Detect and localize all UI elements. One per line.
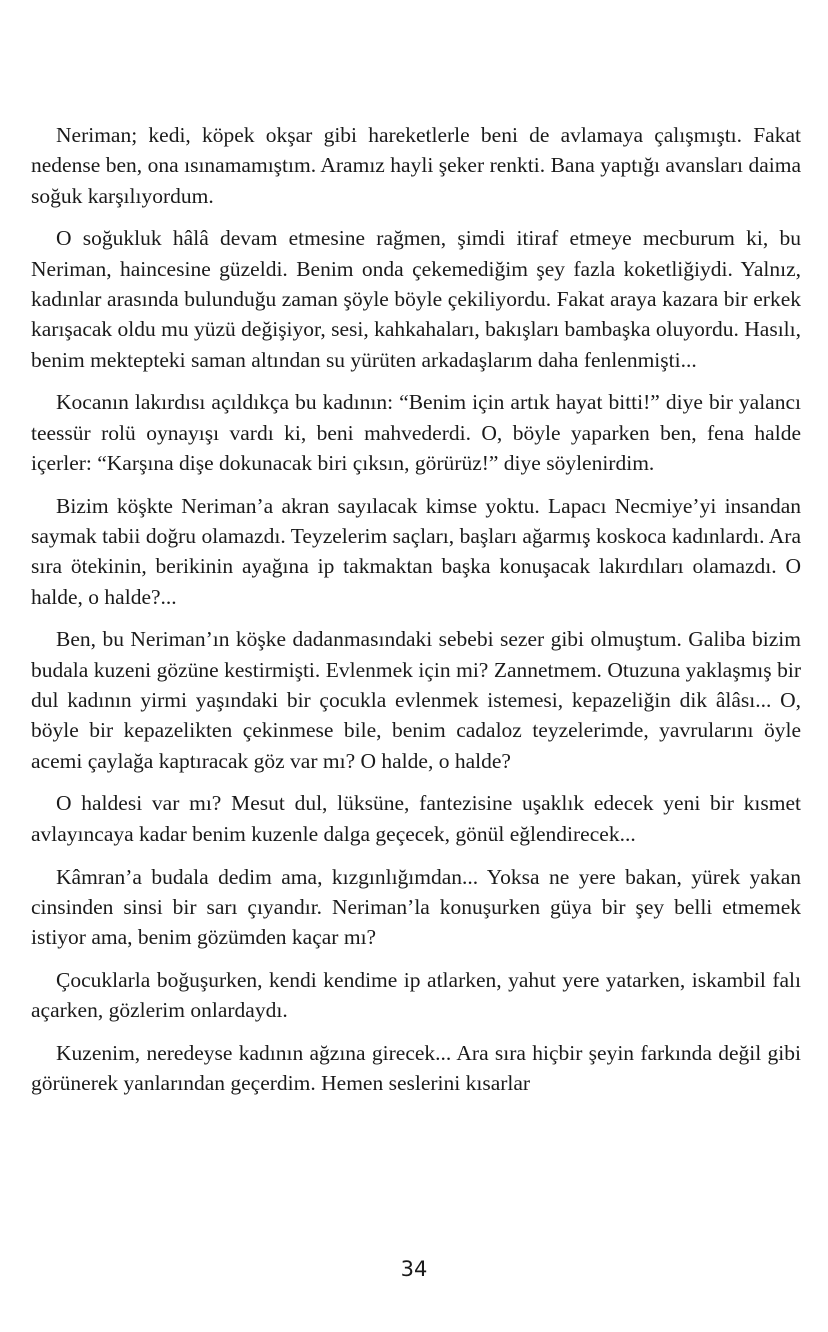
paragraph-4: Bizim köşkte Neriman’a akran sayılacak kimse yoktu. Lapacı Necmiye’yi insandan saymak tabii doğru olamazdı. Teyzelerim saçları, başları ağarmış koskoca kadınlardı. Ara sıra ötekinin, berikinin ayağına ip takmaktan başka konuşacak lakırdıları olamazdı. O halde, o halde?... <box>31 493 801 609</box>
paragraph-6: O haldesi var mı? Mesut dul, lüksüne, fantezisine uşaklık edecek yeni bir kısmet avlayıncaya kadar benim kuzenle dalga geçecek, gönül eğlendirecek... <box>31 791 801 846</box>
paragraph-5: Ben, bu Neriman’ın köşke dadanmasındaki sebebi sezer gibi olmuştum. Galiba bizim budala kuzeni gözüne kestirmişti. Evlenmek için mi? Zannetmem. Otuzuna yaklaşmış bir dul kadının yirmi yaşındaki bir çocukla evlenmek istemesi, kepazeliğin dik âlâsı... O, böyle bir kepazelikten çekinmese bile, benim cadaloz teyzelerimde, yavrularını öyle acemi çaylağa kaptıracak göz var mı? O halde, o halde? <box>31 627 801 773</box>
page-number: 34 <box>400 1257 428 1281</box>
paragraph-2: O soğukluk hâlâ devam etmesine rağmen, şimdi itiraf etmeye mecburum ki, bu Neriman, haincesine güzeldi. Benim onda çekemediğim şey fazla koketliğiydi. Yalnız, kadınlar arasında bulunduğu zaman şöyle böyle çekiliyordu. Fakat araya kazara bir erkek karışacak oldu mu yüzü değişiyor, sesi, kahkahaları, bakışları bambaşka oluyordu. Hasılı, benim mektepteki saman altından su yürüten arkadaşlarım daha fenlenmişti... <box>31 226 801 372</box>
paragraph-3: Kocanın lakırdısı açıldıkça bu kadının: “Benim için artık hayat bitti!” diye bir yalancı teessür rolü oynayışı vardı ki, beni mahvederdi. O, böyle yaparken ben, fena halde içerler: “Karşına dişe dokunacak biri çıksın, görürüz!” diye söylenirdim. <box>31 390 801 475</box>
body-text <box>31 120 801 1111</box>
paragraph-9: Kuzenim, neredeyse kadının ağzına girecek... Ara sıra hiçbir şeyin farkında değil gibi görünerek yanlarından geçerdim. Hemen seslerini kısarlar <box>31 1041 801 1096</box>
paragraph-1: Neriman; kedi, köpek okşar gibi hareketlerle beni de avlamaya çalışmıştı. Fakat nedense ben, ona ısınamamıştım. Aramız hayli şeker renkti. Bana yaptığı avansları daima soğuk karşılıyordum. <box>31 123 801 208</box>
paragraph-8: Çocuklarla boğuşurken, kendi kendime ip atlarken, yahut yere yatarken, iskambil falı açarken, gözlerim onlardaydı. <box>31 967 801 1023</box>
paragraph-7: Kâmran’a budala dedim ama, kızgınlığımdan... Yoksa ne yere bakan, yürek yakan cinsinden sinsi bir sarı çıyandır. Neriman’la konuşurken güya bir şey belli etmemek istiyor ama, benim gözümden kaçar mı? <box>31 864 801 950</box>
